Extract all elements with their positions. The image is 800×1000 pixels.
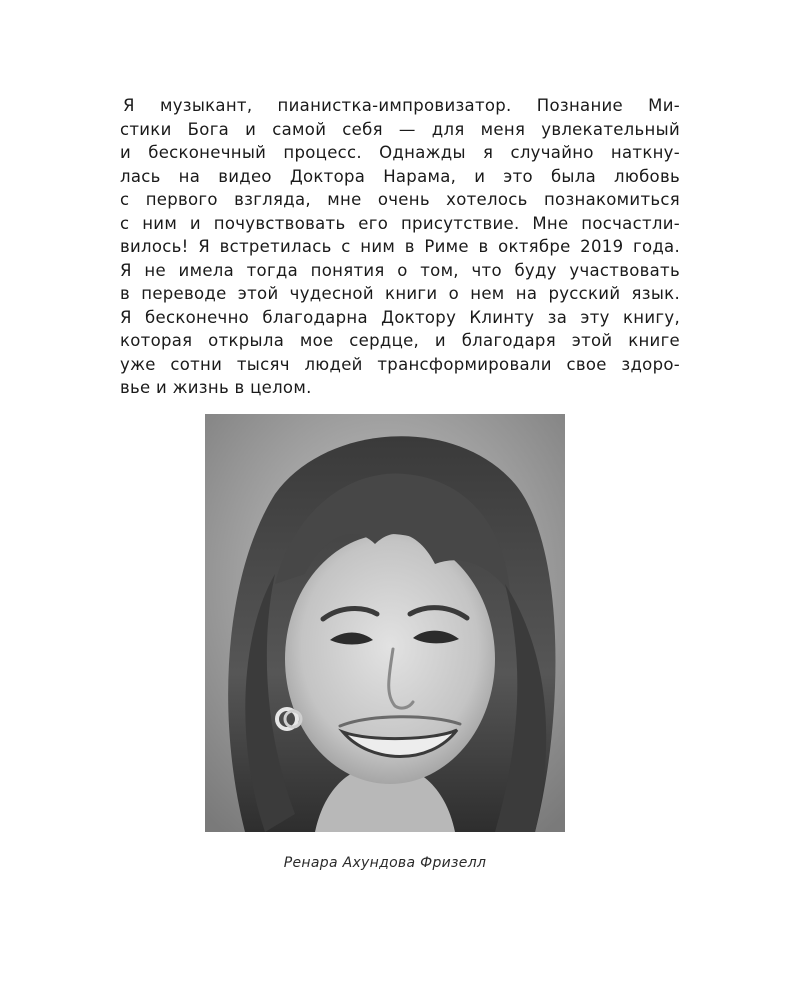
text-line: которая открыла мое сердце, и благодаря этой книге	[120, 331, 680, 350]
text-line: с ним и почувствовать его присутствие. Мне посчастли-	[120, 213, 680, 233]
portrait-photo	[205, 414, 565, 832]
text-line: лась на видео Доктора Нарама, и это была любовь	[120, 166, 680, 186]
text-line: в переводе этой чудесной книги о нем на русский язык.	[120, 284, 680, 303]
text-line: вье и жизнь в целом.	[120, 378, 312, 397]
portrait-illustration	[205, 414, 565, 832]
text-line: и бесконечный процесс. Однажды я случайно наткну-	[120, 143, 680, 162]
text-line: стики Бога и самой себя — для меня увлекательный	[120, 119, 680, 139]
photo-caption: Ренара Ахундова Фризелл	[283, 855, 487, 871]
body-paragraph	[120, 94, 680, 400]
text-line: Я музыкант, пианистка-импровизатор. Познание Ми-	[123, 96, 680, 115]
text-line: Я не имела тогда понятия о том, что буду участвовать	[120, 260, 680, 280]
text-line: Я бесконечно благодарна Доктору Клинту за эту книгу,	[120, 307, 680, 327]
text-line: вилось! Я встретилась с ним в Риме в октябре 2019 года.	[120, 237, 680, 256]
text-line: с первого взгляда, мне очень хотелось познакомиться	[120, 190, 680, 209]
text-line: уже сотни тысяч людей трансформировали свое здоро-	[120, 354, 680, 374]
